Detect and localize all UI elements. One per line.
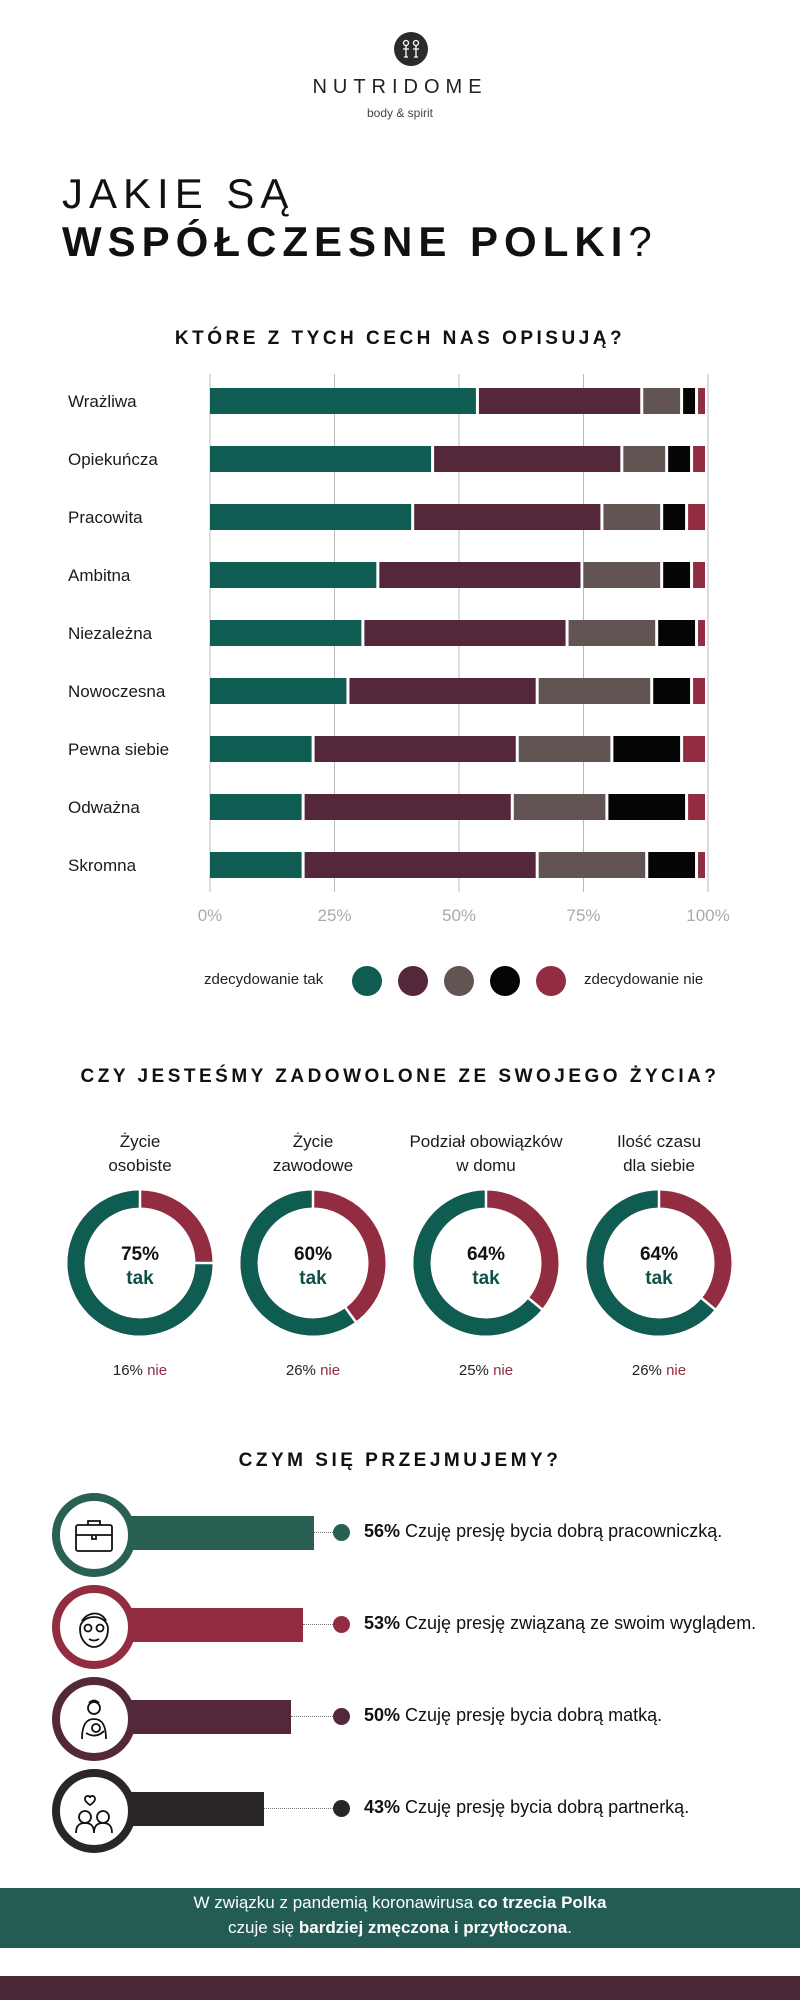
donut-label-line2: osobiste: [108, 1156, 172, 1175]
bar-segment: [434, 446, 620, 472]
bar-segment: [608, 794, 685, 820]
donut-no-label: nie: [320, 1362, 341, 1379]
bar-segment: [210, 562, 376, 588]
pressure-percent: 53%: [364, 1613, 401, 1633]
donut-yes-label: tak: [126, 1268, 154, 1289]
pressure-statement: Czuję presję bycia dobrą pracowniczką.: [405, 1521, 723, 1541]
pressure-percent: 56%: [364, 1521, 401, 1541]
donut-label-line2: zawodowe: [272, 1156, 354, 1175]
bar-segment: [643, 388, 680, 414]
bar-segment: [653, 678, 690, 704]
category-label: Niezależna: [68, 624, 153, 643]
traits-bar-chart: [0, 370, 800, 940]
legend-dot-4: [490, 966, 520, 996]
donut-label-line1: Życie: [292, 1132, 334, 1151]
donut-label-line2: w domu: [456, 1156, 516, 1175]
footer-highlight: bardziej zmęczona i przytłoczona: [298, 1918, 568, 1937]
category-label: Pewna siebie: [68, 740, 170, 759]
donut-card: [223, 1130, 403, 1390]
bar-segment: [663, 562, 690, 588]
category-label: Nowoczesna: [68, 682, 166, 701]
pressure-leader-line: [291, 1716, 333, 1717]
page-title-line1: JAKIE SĄ: [62, 170, 295, 217]
footer-line2: [0, 1918, 800, 1938]
bar-segment: [698, 852, 705, 878]
category-label: Pracowita: [68, 508, 143, 527]
donut-no-value: [223, 1362, 403, 1379]
bar-segment: [668, 446, 690, 472]
donut-yes-percent: 75%: [120, 1244, 160, 1265]
donut-no-percent: 26%: [285, 1362, 316, 1379]
donut-label: [396, 1130, 576, 1178]
donut-card: [396, 1130, 576, 1390]
legend-label-no: zdecydowanie nie: [584, 971, 704, 988]
pressure-percent: 43%: [364, 1797, 401, 1817]
brand-tagline: body & spirit: [366, 106, 434, 120]
legend-dot-2: [398, 966, 428, 996]
donut-no-value: [569, 1362, 749, 1379]
pressure-leader-line: [314, 1532, 333, 1533]
donut-card: [569, 1130, 749, 1390]
pressure-dot: [333, 1708, 350, 1725]
pressure-icon-circle: [52, 1677, 136, 1761]
x-tick-label: 25%: [317, 906, 352, 925]
donut-no-percent: 16%: [112, 1362, 143, 1379]
donut-label: [50, 1130, 230, 1178]
pressure-item: [0, 1585, 800, 1671]
donut-yes-label: tak: [472, 1268, 500, 1289]
bar-segment: [698, 620, 705, 646]
legend-label-yes: zdecydowanie tak: [204, 971, 324, 988]
bar-segment: [623, 446, 665, 472]
pressure-percent: 50%: [364, 1705, 401, 1725]
bar-segment: [210, 620, 361, 646]
donut-label-line1: Podział obowiązków: [409, 1132, 563, 1151]
bar-segment: [479, 388, 640, 414]
donut-no-value: [50, 1362, 230, 1379]
bar-segment: [414, 504, 600, 530]
bar-segment: [693, 562, 705, 588]
donut-no-label: nie: [666, 1362, 687, 1379]
donut-yes-percent: 60%: [293, 1244, 333, 1265]
brand-logo-icon: [394, 32, 428, 66]
section-title-satisfaction: CZY JESTEŚMY ZADOWOLONE ZE SWOJEGO ŻYCIA?: [80, 1066, 720, 1087]
pressure-statement: Czuję presję bycia dobrą matką.: [405, 1705, 663, 1725]
donut-no-label: nie: [147, 1362, 168, 1379]
bar-segment: [305, 852, 536, 878]
pressure-icon-circle: [52, 1493, 136, 1577]
bar-segment: [603, 504, 660, 530]
bar-segment: [210, 678, 346, 704]
bar-segment: [210, 446, 431, 472]
pressure-leader-line: [303, 1624, 333, 1625]
briefcase-icon: [70, 1511, 118, 1559]
footer-text: W związku z pandemią koronawirusa: [193, 1893, 478, 1912]
legend-dot-3: [444, 966, 474, 996]
pressure-item: [0, 1677, 800, 1763]
donut-yes-percent: 64%: [639, 1244, 679, 1265]
donut-yes-label: tak: [299, 1268, 327, 1289]
bar-segment: [210, 852, 302, 878]
face-mask-icon: [70, 1603, 118, 1651]
bar-segment: [584, 562, 661, 588]
bar-segment: [519, 736, 611, 762]
pressure-leader-line: [264, 1808, 333, 1809]
pressure-statement: Czuję presję związaną ze swoim wyglądem.: [405, 1613, 757, 1633]
donut-label: [223, 1130, 403, 1178]
pressure-dot: [333, 1616, 350, 1633]
brand-name: NUTRIDOME: [312, 76, 488, 98]
pressure-text: [364, 1613, 756, 1634]
bar-segment: [539, 678, 651, 704]
bar-segment: [688, 504, 705, 530]
category-label: Odważna: [68, 798, 140, 817]
page-title-line2: [62, 218, 658, 266]
bar-segment: [349, 678, 535, 704]
bar-segment: [539, 852, 646, 878]
pressure-text: [364, 1521, 722, 1542]
legend-dot-5: [536, 966, 566, 996]
donut-label: [569, 1130, 749, 1178]
donut-no-percent: 25%: [458, 1362, 489, 1379]
page-title-bold: WSPÓŁCZESNE POLKI: [62, 218, 629, 265]
pressure-item: [0, 1493, 800, 1579]
bar-segment: [569, 620, 656, 646]
donut-label-line1: Życie: [119, 1132, 161, 1151]
bar-segment: [305, 794, 511, 820]
bar-segment: [379, 562, 580, 588]
donut-yes-label: tak: [645, 1268, 673, 1289]
pressure-statement: Czuję presję bycia dobrą partnerką.: [405, 1797, 690, 1817]
donut-no-percent: 26%: [631, 1362, 662, 1379]
bar-segment: [688, 794, 705, 820]
section-title-pressures: CZYM SIĘ PRZEJMUJEMY?: [238, 1450, 562, 1471]
mother-child-icon: [70, 1695, 118, 1743]
donut-label-line1: Ilość czasu: [616, 1132, 702, 1151]
donut-card: [50, 1130, 230, 1390]
footer-line1: [0, 1893, 800, 1913]
bar-segment: [364, 620, 565, 646]
bar-segment: [210, 504, 411, 530]
footer-text: .: [567, 1918, 572, 1937]
page-title-question-mark: ?: [628, 218, 658, 265]
bar-segment: [698, 388, 705, 414]
chart-legend: [0, 964, 800, 1000]
x-tick-label: 50%: [441, 906, 477, 925]
bar-segment: [210, 388, 476, 414]
donut-label-line2: dla siebie: [623, 1156, 695, 1175]
bar-segment: [693, 446, 705, 472]
x-tick-label: 0%: [197, 906, 223, 925]
legend-dot-1: [352, 966, 382, 996]
category-label: Skromna: [68, 856, 137, 875]
bar-segment: [648, 852, 695, 878]
bar-segment: [210, 736, 312, 762]
footer-highlight: co trzecia Polka: [477, 1893, 607, 1912]
x-tick-label: 100%: [686, 906, 730, 925]
x-tick-label: 75%: [566, 906, 601, 925]
bar-segment: [210, 794, 302, 820]
bar-segment: [683, 388, 695, 414]
pressure-text: [364, 1797, 689, 1818]
pressure-item: [0, 1769, 800, 1855]
pressure-text: [364, 1705, 662, 1726]
pressure-icon-circle: [52, 1769, 136, 1853]
bar-segment: [663, 504, 685, 530]
pressure-icon-circle: [52, 1585, 136, 1669]
pressure-dot: [333, 1524, 350, 1541]
pressure-dot: [333, 1800, 350, 1817]
bar-segment: [658, 620, 695, 646]
bar-segment: [693, 678, 705, 704]
bottom-band: [0, 1976, 800, 2000]
donut-no-label: nie: [493, 1362, 514, 1379]
section-title-traits: KTÓRE Z TYCH CECH NAS OPISUJĄ?: [174, 328, 626, 349]
category-label: Ambitna: [68, 566, 131, 585]
footer-text: czuje się: [228, 1918, 299, 1937]
category-label: Wrażliwa: [68, 392, 137, 411]
bar-segment: [613, 736, 680, 762]
bar-segment: [315, 736, 516, 762]
donut-yes-percent: 64%: [466, 1244, 506, 1265]
bar-segment: [514, 794, 606, 820]
category-label: Opiekuńcza: [68, 450, 158, 469]
couple-heart-icon: [70, 1787, 118, 1835]
bar-segment: [683, 736, 705, 762]
donut-no-value: [396, 1362, 576, 1379]
